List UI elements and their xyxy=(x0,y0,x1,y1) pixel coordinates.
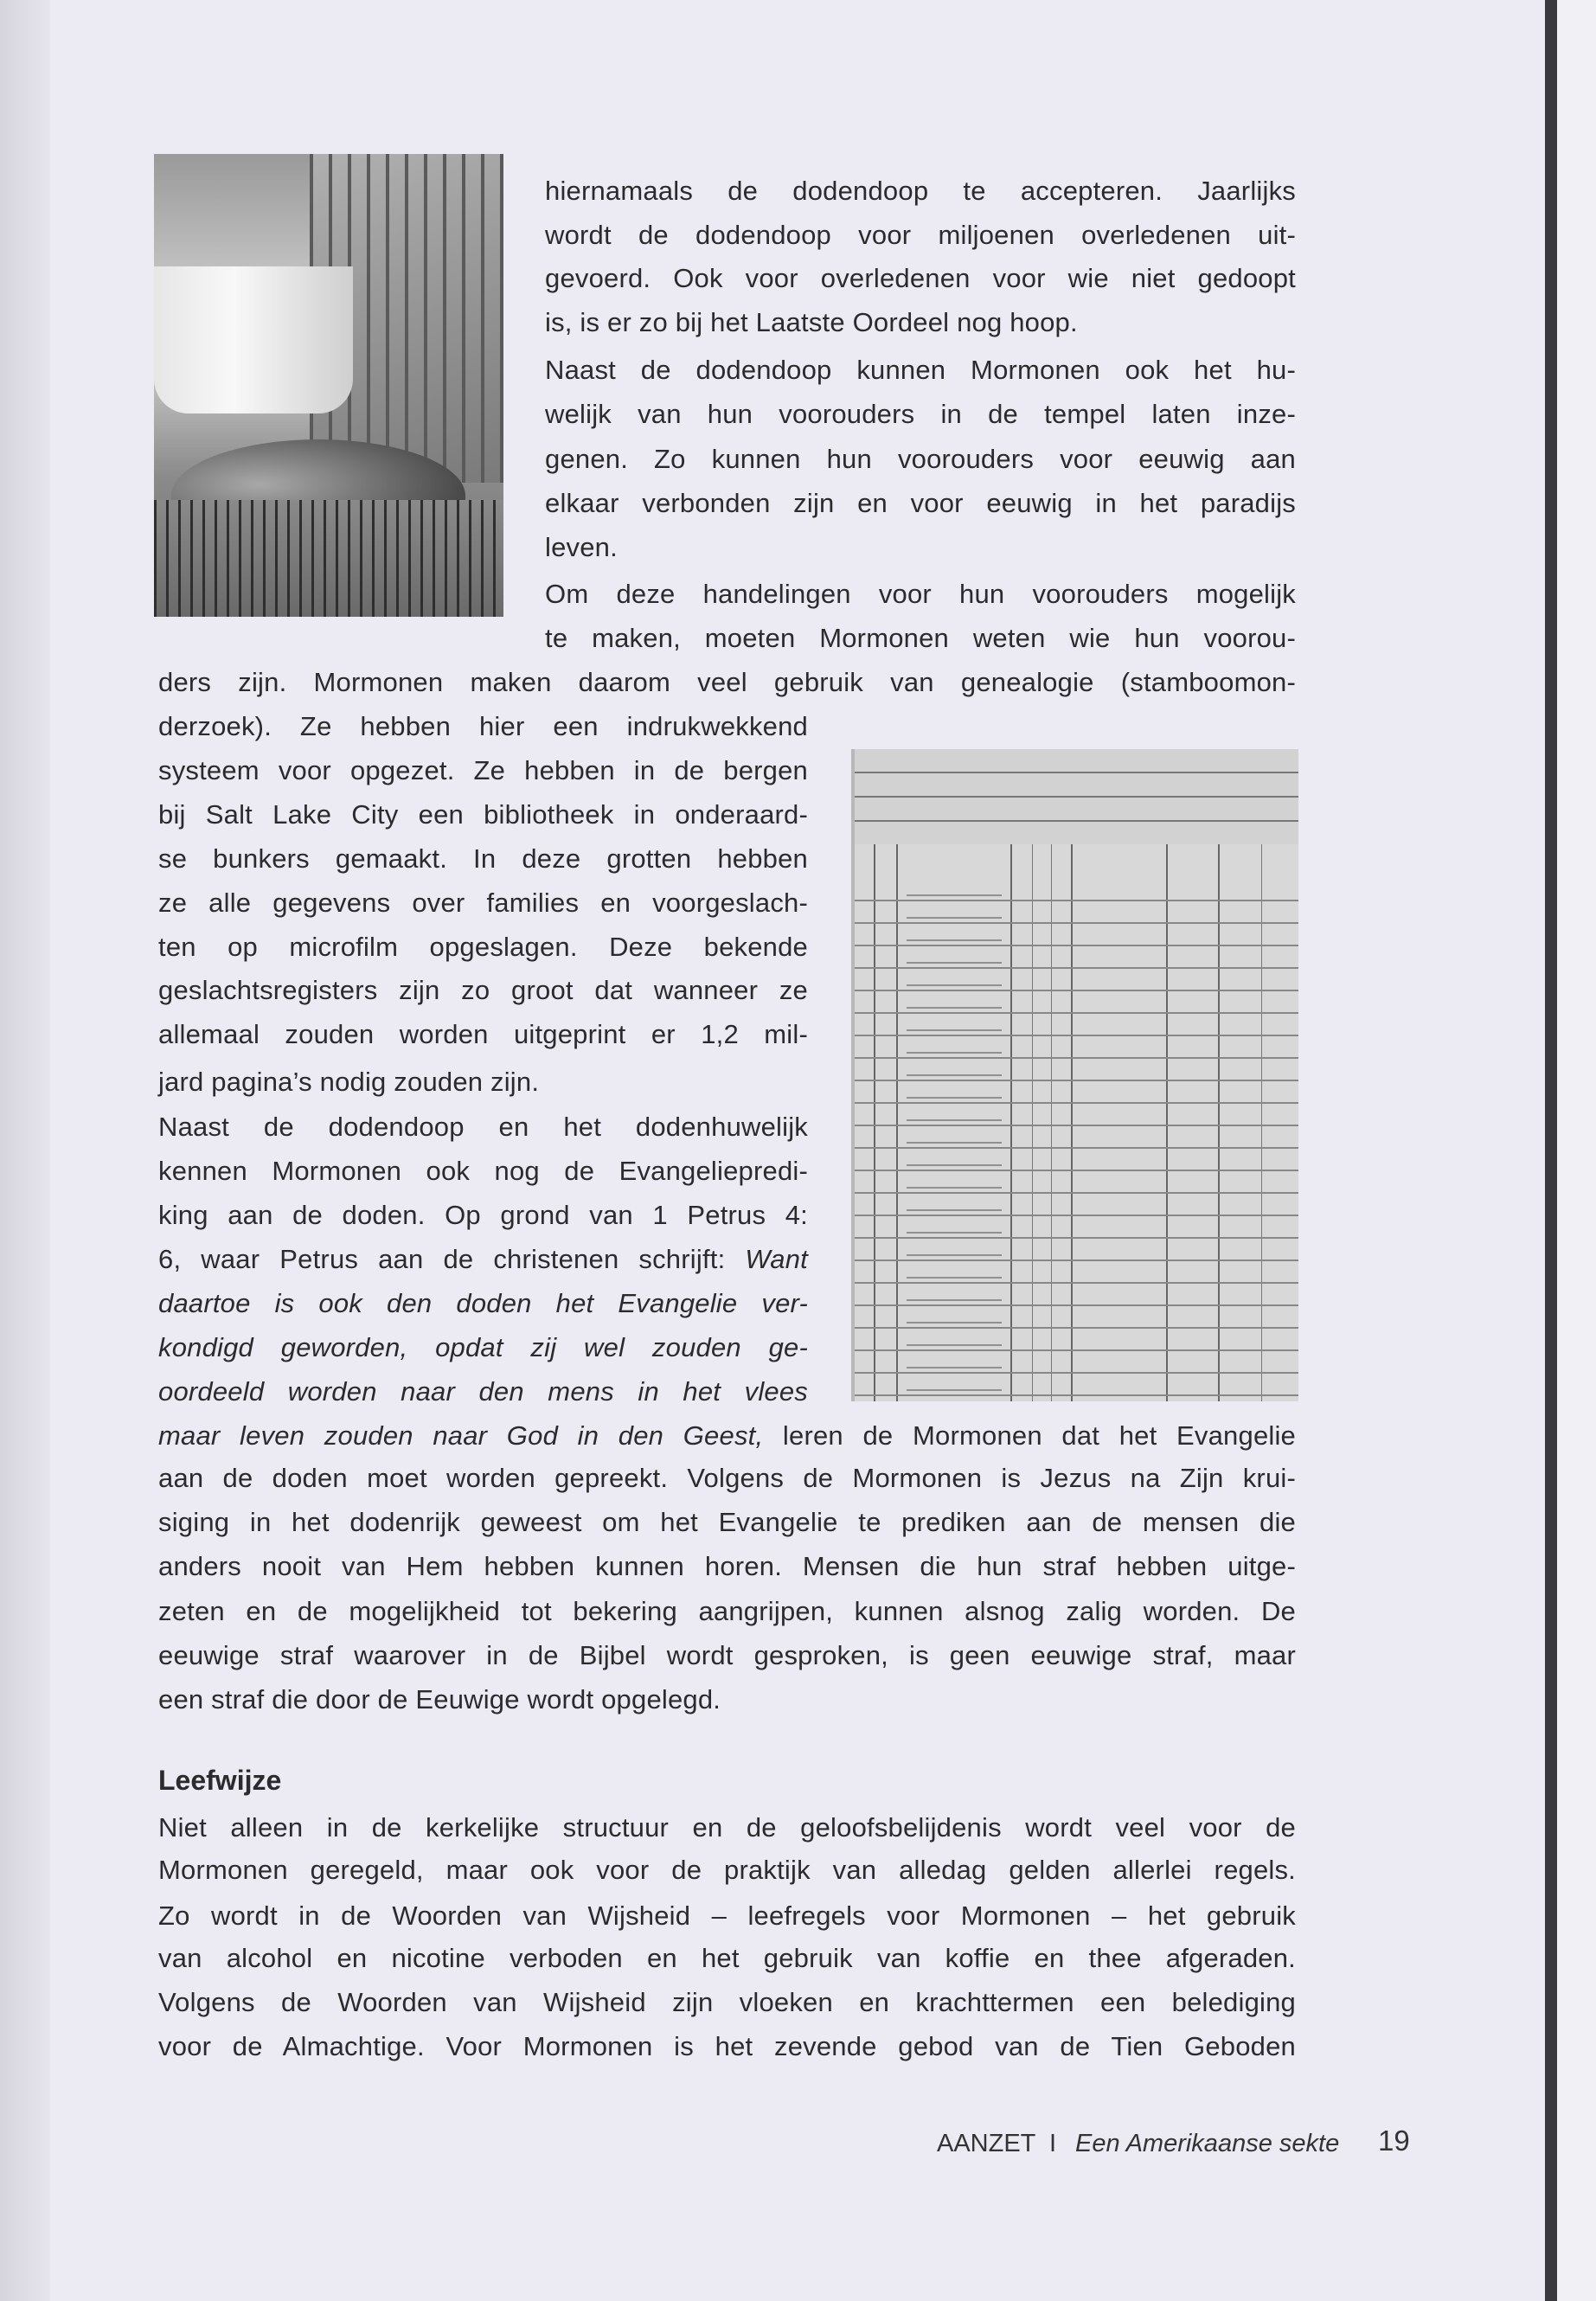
text-line xyxy=(158,1456,1296,1501)
text-span: is, is er zo bij het Laatste Oordeel nog hoop. xyxy=(545,307,1078,338)
text-span: geslachtsregisters zijn zo groot dat wanneer ze xyxy=(158,975,808,1006)
text-span: Volgens de Woorden van Wijsheid zijn vloeken en krachttermen een belediging xyxy=(158,1986,1296,2017)
text-line xyxy=(158,792,808,837)
font-basin xyxy=(154,266,353,413)
text-line xyxy=(545,616,1296,661)
text-span: kennen Mormonen ook nog de Evangeliepredi- xyxy=(158,1156,808,1187)
text-span: derzoek). Ze hebben hier een indrukwekkend xyxy=(158,711,808,741)
text-line xyxy=(158,1237,808,1282)
text-span: gevoerd. Ook voor overledenen voor wie niet gedoopt xyxy=(545,263,1296,294)
text-span: se bunkers gemaakt. In deze grotten hebben xyxy=(158,843,808,874)
text-line xyxy=(545,525,1296,570)
text-span: eeuwige straf waarover in de Bijbel wordt gesproken, is geen eeuwige straf, maar xyxy=(158,1640,1296,1671)
footer-chapter: Een Amerikaanse sekte xyxy=(1075,2130,1340,2157)
text-line xyxy=(158,2024,1296,2069)
text-span: allemaal zouden worden uitgeprint er 1,2 mil- xyxy=(158,1019,808,1050)
text-line xyxy=(158,1060,808,1105)
text-span: genen. Zo kunnen hun voorouders voor eeuwig aan xyxy=(545,444,1296,475)
italic-quote: oordeeld worden naar den mens in het vlees xyxy=(158,1375,808,1407)
text-line xyxy=(158,1281,808,1326)
census-record-image xyxy=(851,749,1298,1401)
text-line xyxy=(158,881,808,926)
text-line xyxy=(158,1848,1296,1893)
iron-fence xyxy=(154,500,503,617)
text-span: anders nooit van Hem hebben kunnen horen. Mensen die hun straf hebben uitge- xyxy=(158,1550,1296,1581)
text-span: Naast de dodendoop en het dodenhuwelijk xyxy=(158,1112,808,1143)
text-span: zeten en de mogelijkheid tot bekering aangrijpen, kunnen alsnog zalig worden. De xyxy=(158,1596,1296,1627)
italic-quote: daartoe is ook den doden het Evangelie ver- xyxy=(158,1287,808,1318)
text-line xyxy=(545,392,1296,437)
text-line xyxy=(158,660,1296,705)
text-line xyxy=(545,348,1296,393)
text-line xyxy=(545,572,1296,617)
text-span: Zo wordt in de Woorden van Wijsheid – leefregels voor Mormonen – het gebruik xyxy=(158,1900,1296,1931)
page-edge xyxy=(1545,0,1557,2301)
text-span: leven. xyxy=(545,531,618,562)
text-span: 6, waar Petrus aan de christenen schrijft: xyxy=(158,1244,746,1275)
text-span: voor de Almachtige. Voor Mormonen is het zevende gebod van de Tien Geboden xyxy=(158,2030,1296,2061)
text-line xyxy=(158,1012,808,1057)
text-line xyxy=(545,481,1296,526)
footer-separator: I xyxy=(1049,2130,1057,2157)
italic-quote: maar leven zouden naar God in den Geest, xyxy=(158,1420,764,1451)
italic-quote: Want xyxy=(745,1244,808,1275)
census-header xyxy=(855,749,1298,844)
page-gutter-shadow xyxy=(0,0,50,2301)
text-line xyxy=(158,968,808,1013)
text-span: Niet alleen in de kerkelijke structuur en de geloofsbelijdenis wordt veel voor de xyxy=(158,1811,1296,1843)
text-span: bij Salt Lake City een bibliotheek in onderaard- xyxy=(158,798,808,830)
text-line xyxy=(158,1677,1296,1722)
text-line xyxy=(158,1589,1296,1634)
text-span: aan de doden moet worden gepreekt. Volgens de Mormonen is Jezus na Zijn krui- xyxy=(158,1462,1296,1493)
text-span: ze alle gegevens over families en voorgeslach- xyxy=(158,887,808,918)
text-span: elkaar verbonden zijn en voor eeuwig in het paradijs xyxy=(545,488,1296,519)
text-line xyxy=(158,925,808,970)
text-line xyxy=(158,1894,1296,1939)
text-span: systeem voor opgezet. Ze hebben in de bergen xyxy=(158,754,808,785)
text-line xyxy=(158,1105,808,1150)
text-span: king aan de doden. Op grond van 1 Petrus 4: xyxy=(158,1200,808,1231)
text-line xyxy=(545,213,1296,258)
text-line xyxy=(158,704,808,749)
text-line xyxy=(158,1149,808,1194)
page-number: 19 xyxy=(1378,2125,1410,2157)
text-line xyxy=(158,748,808,793)
text-span: ders zijn. Mormonen maken daarom veel gebruik van genealogie (stamboomon- xyxy=(158,667,1296,698)
text-span: welijk van hun voorouders in de tempel laten inze- xyxy=(545,398,1296,429)
text-span: Mormonen geregeld, maar ook voor de praktijk van alledag gelden allerlei regels. xyxy=(158,1854,1296,1885)
text-span: Naast de dodendoop kunnen Mormonen ook het hu- xyxy=(545,354,1296,385)
text-line xyxy=(158,1369,808,1414)
text-span: een straf die door de Eeuwige wordt opgelegd. xyxy=(158,1684,721,1715)
text-line xyxy=(158,1936,1296,1981)
text-line xyxy=(158,1544,1296,1589)
text-line xyxy=(158,1500,1296,1545)
text-line xyxy=(545,437,1296,482)
census-handwriting xyxy=(907,888,1002,1398)
text-span: wordt de dodendoop voor miljoenen overledenen uit- xyxy=(545,219,1296,250)
text-span: te maken, moeten Mormonen weten wie hun voorou- xyxy=(545,623,1296,654)
baptismal-font-photo xyxy=(154,154,503,617)
text-line xyxy=(545,256,1296,301)
section-heading: Leefwijze xyxy=(158,1765,282,1796)
text-line xyxy=(158,1633,1296,1678)
text-line xyxy=(158,1980,1296,2025)
footer-series: AANZET xyxy=(937,2130,1036,2157)
text-span: leren de Mormonen dat het Evangelie xyxy=(763,1420,1296,1451)
text-span: ten op microfilm opgeslagen. Deze bekende xyxy=(158,931,808,962)
text-line xyxy=(545,169,1296,214)
text-line xyxy=(158,1325,808,1370)
text-line xyxy=(158,1805,1296,1850)
text-span: Om deze handelingen voor hun voorouders mogelijk xyxy=(545,579,1296,610)
text-span: hiernamaals de dodendoop te accepteren. Jaarlijks xyxy=(545,175,1296,206)
text-line xyxy=(158,1193,808,1238)
text-line xyxy=(158,836,808,881)
text-line xyxy=(158,1413,1296,1458)
text-line xyxy=(545,300,1296,345)
scan-margin xyxy=(1557,0,1596,2301)
text-span: siging in het dodenrijk geweest om het Evangelie te prediken aan de mensen die xyxy=(158,1506,1296,1537)
text-span: van alcohol en nicotine verboden en het gebruik van koffie en thee afgeraden. xyxy=(158,1942,1296,1973)
text-span: jard pagina’s nodig zouden zijn. xyxy=(158,1066,540,1097)
italic-quote: kondigd geworden, opdat zij wel zouden ge- xyxy=(158,1331,808,1362)
